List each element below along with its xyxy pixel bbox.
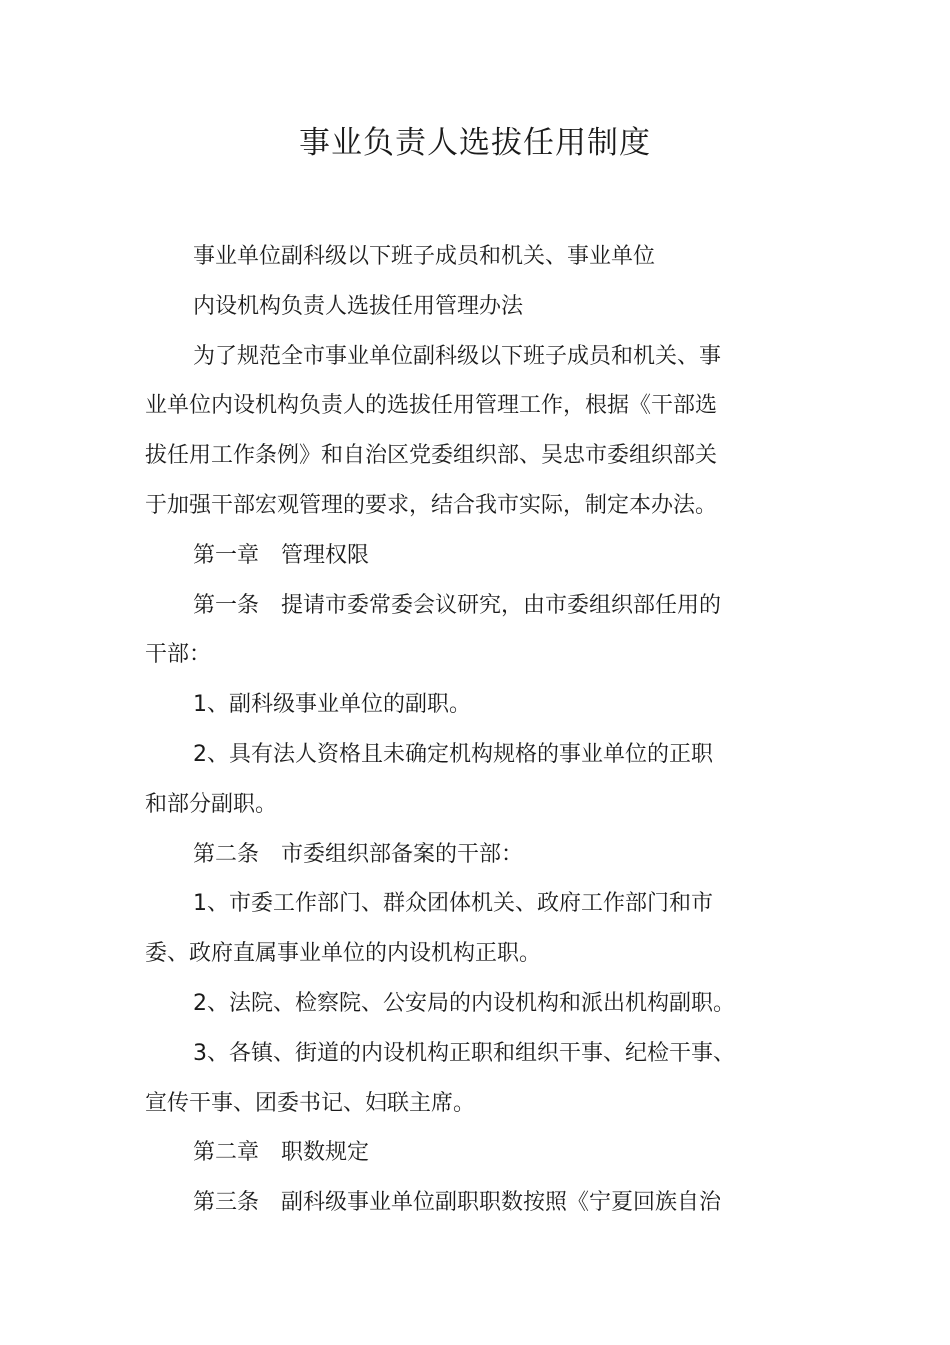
text-line: 宣传干事、团委书记、妇联主席。 [145,1090,476,1116]
text-line: 第一条 提请市委常委会议研究，由市委组织部任用的 [193,592,722,618]
text-line: 内设机构负责人选拔任用管理办法 [193,293,524,319]
text-line: 第二条 市委组织部备案的干部： [193,841,524,867]
text-line: 1、副科级事业单位的副职。 [193,692,471,718]
text-line: 第二章 职数规定 [193,1140,370,1166]
text-line: 2、具有法人资格且未确定机构规格的事业单位的正职 [193,741,713,767]
text-line: 业单位内设机构负责人的选拔任用管理工作，根据《干部选 [145,393,718,419]
text-line: 3、各镇、街道的内设机构正职和组织干事、纪检干事、 [193,1040,735,1066]
text-line: 为了规范全市事业单位副科级以下班子成员和机关、事 [193,343,722,369]
text-line: 第三条 副科级事业单位副职职数按照《宁夏回族自治 [193,1190,722,1216]
text-line: 1、市委工作部门、群众团体机关、政府工作部门和市 [193,891,713,917]
text-line: 拔任用工作条例》和自治区党委组织部、吴忠市委组织部关 [145,443,718,469]
text-line: 2、法院、检察院、公安局的内设机构和派出机构副职。 [193,990,735,1016]
text-line: 委、政府直属事业单位的内设机构正职。 [145,941,542,967]
text-line: 于加强干部宏观管理的要求，结合我市实际，制定本办法。 [145,492,718,518]
text-line: 和部分副职。 [145,791,278,817]
document-body [145,232,745,1228]
text-line: 事业单位副科级以下班子成员和机关、事业单位 [193,244,656,269]
text-line: 第一章 管理权限 [193,542,370,568]
document-title: 事业负责人选拔任用制度 [299,125,651,161]
text-line: 干部： [145,642,212,668]
